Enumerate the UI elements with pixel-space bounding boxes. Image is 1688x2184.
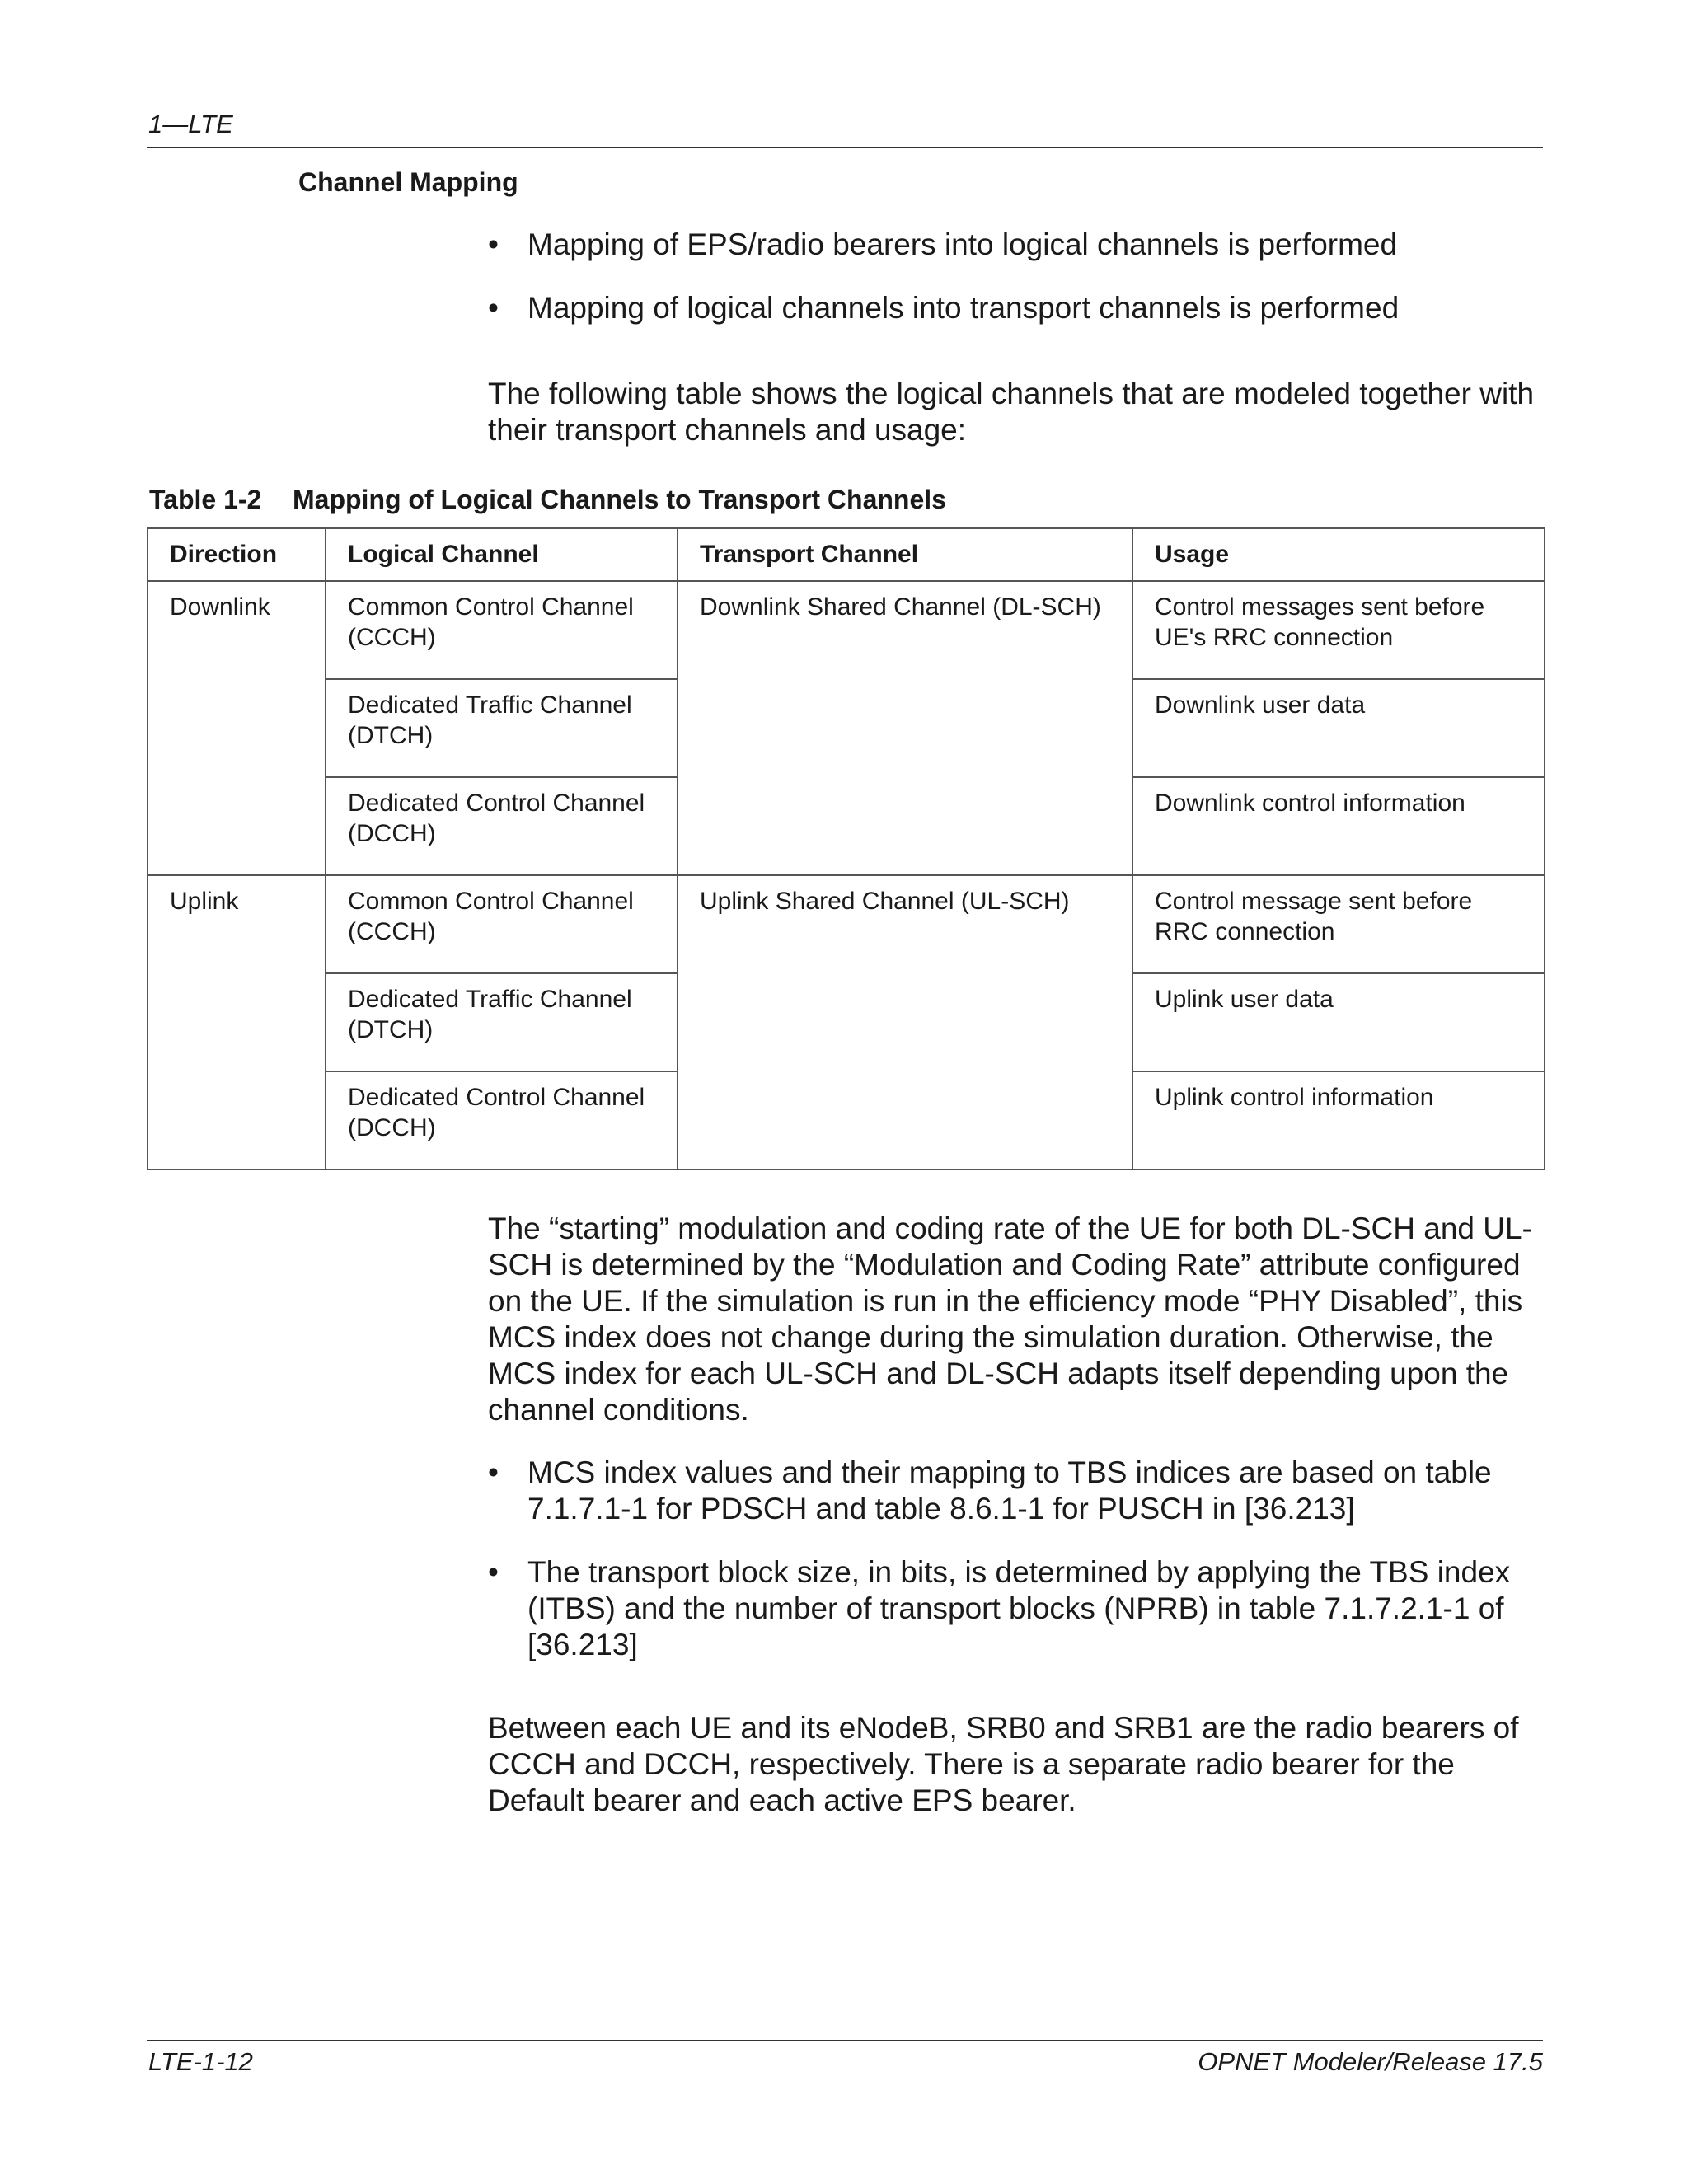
- list-item: [488, 1554, 1559, 1663]
- bullet-marker: •: [488, 1455, 499, 1489]
- table-row: [148, 581, 1545, 679]
- bullet-list-top: [488, 227, 1559, 326]
- logical-channel-cell: Common Control Channel (CCCH): [326, 875, 678, 973]
- transport-channel-cell: Uplink Shared Channel (UL-SCH): [678, 875, 1132, 1169]
- bullet-text: MCS index values and their mapping to TBS indices are based on table 7.1.7.1-1 for PDSCH and table 8.6.1-1 for PUSCH in [36.213]: [528, 1455, 1492, 1526]
- usage-cell: Control message sent before RRC connection: [1132, 875, 1545, 973]
- channel-mapping-table: [147, 527, 1545, 1170]
- footer-divider: [147, 2040, 1543, 2041]
- list-item: [488, 227, 1559, 263]
- usage-cell: Control messages sent before UE's RRC connection: [1132, 581, 1545, 679]
- usage-cell: Downlink control information: [1132, 777, 1545, 875]
- intro-paragraph: The following table shows the logical channels that are modeled together with their transport channels and usage:: [488, 377, 1535, 447]
- header-chapter: 1—LTE: [148, 110, 233, 138]
- column-header-transport-channel: Transport Channel: [678, 528, 1132, 581]
- bullet-marker: •: [488, 291, 499, 325]
- column-header-usage: Usage: [1132, 528, 1545, 581]
- footer-page-id: LTE-1-12: [148, 2047, 253, 2076]
- logical-channel-cell: Dedicated Traffic Channel (DTCH): [326, 679, 678, 777]
- column-header-logical-channel: Logical Channel: [326, 528, 678, 581]
- transport-channel-cell: Downlink Shared Channel (DL-SCH): [678, 581, 1132, 875]
- bullet-text: Mapping of EPS/radio bearers into logical channels is performed: [528, 227, 1398, 261]
- bullet-list-bottom: [488, 1455, 1559, 1663]
- mcs-paragraph: The “starting” modulation and coding rate of the UE for both DL-SCH and UL-SCH is determined by the “Modulation and Coding Rate” attribute configured on the UE. If the simulation is run in the efficiency mode “PHY Disabled”, this MCS index does not change during the simulation duration. Otherwise, the MCS index for each UL-SCH and DL-SCH adapts itself depending upon the channel conditions.: [488, 1212, 1532, 1427]
- table-row: [148, 875, 1545, 973]
- footer-product: OPNET Modeler/Release 17.5: [1198, 2047, 1543, 2076]
- bullet-marker: •: [488, 1555, 499, 1589]
- logical-channel-cell: Dedicated Control Channel (DCCH): [326, 1071, 678, 1169]
- usage-cell: Uplink user data: [1132, 973, 1545, 1071]
- bullet-marker: •: [488, 227, 499, 261]
- list-item: [488, 290, 1559, 326]
- table-caption-title: Mapping of Logical Channels to Transport Channels: [293, 485, 946, 514]
- logical-channel-cell: Dedicated Control Channel (DCCH): [326, 777, 678, 875]
- usage-cell: Downlink user data: [1132, 679, 1545, 777]
- table-header-row: [148, 528, 1545, 581]
- section-heading: Channel Mapping: [298, 167, 518, 197]
- header-divider: [147, 147, 1543, 148]
- direction-cell: Downlink: [148, 581, 326, 875]
- srb-paragraph: Between each UE and its eNodeB, SRB0 and SRB1 are the radio bearers of CCCH and DCCH, respectively. There is a separate radio bearer for the Default bearer and each active EPS bearer.: [488, 1711, 1519, 1817]
- table-caption: [149, 485, 946, 515]
- list-item: [488, 1455, 1559, 1527]
- column-header-direction: Direction: [148, 528, 326, 581]
- bullet-text: The transport block size, in bits, is determined by applying the TBS index (ITBS) and the number of transport blocks (NPRB) in table 7.1.7.2.1-1 of [36.213]: [528, 1555, 1511, 1661]
- logical-channel-cell: Dedicated Traffic Channel (DTCH): [326, 973, 678, 1071]
- usage-cell: Uplink control information: [1132, 1071, 1545, 1169]
- bullet-text: Mapping of logical channels into transport channels is performed: [528, 291, 1400, 325]
- logical-channel-cell: Common Control Channel (CCCH): [326, 581, 678, 679]
- direction-cell: Uplink: [148, 875, 326, 1169]
- table-caption-number: Table 1-2: [149, 485, 262, 514]
